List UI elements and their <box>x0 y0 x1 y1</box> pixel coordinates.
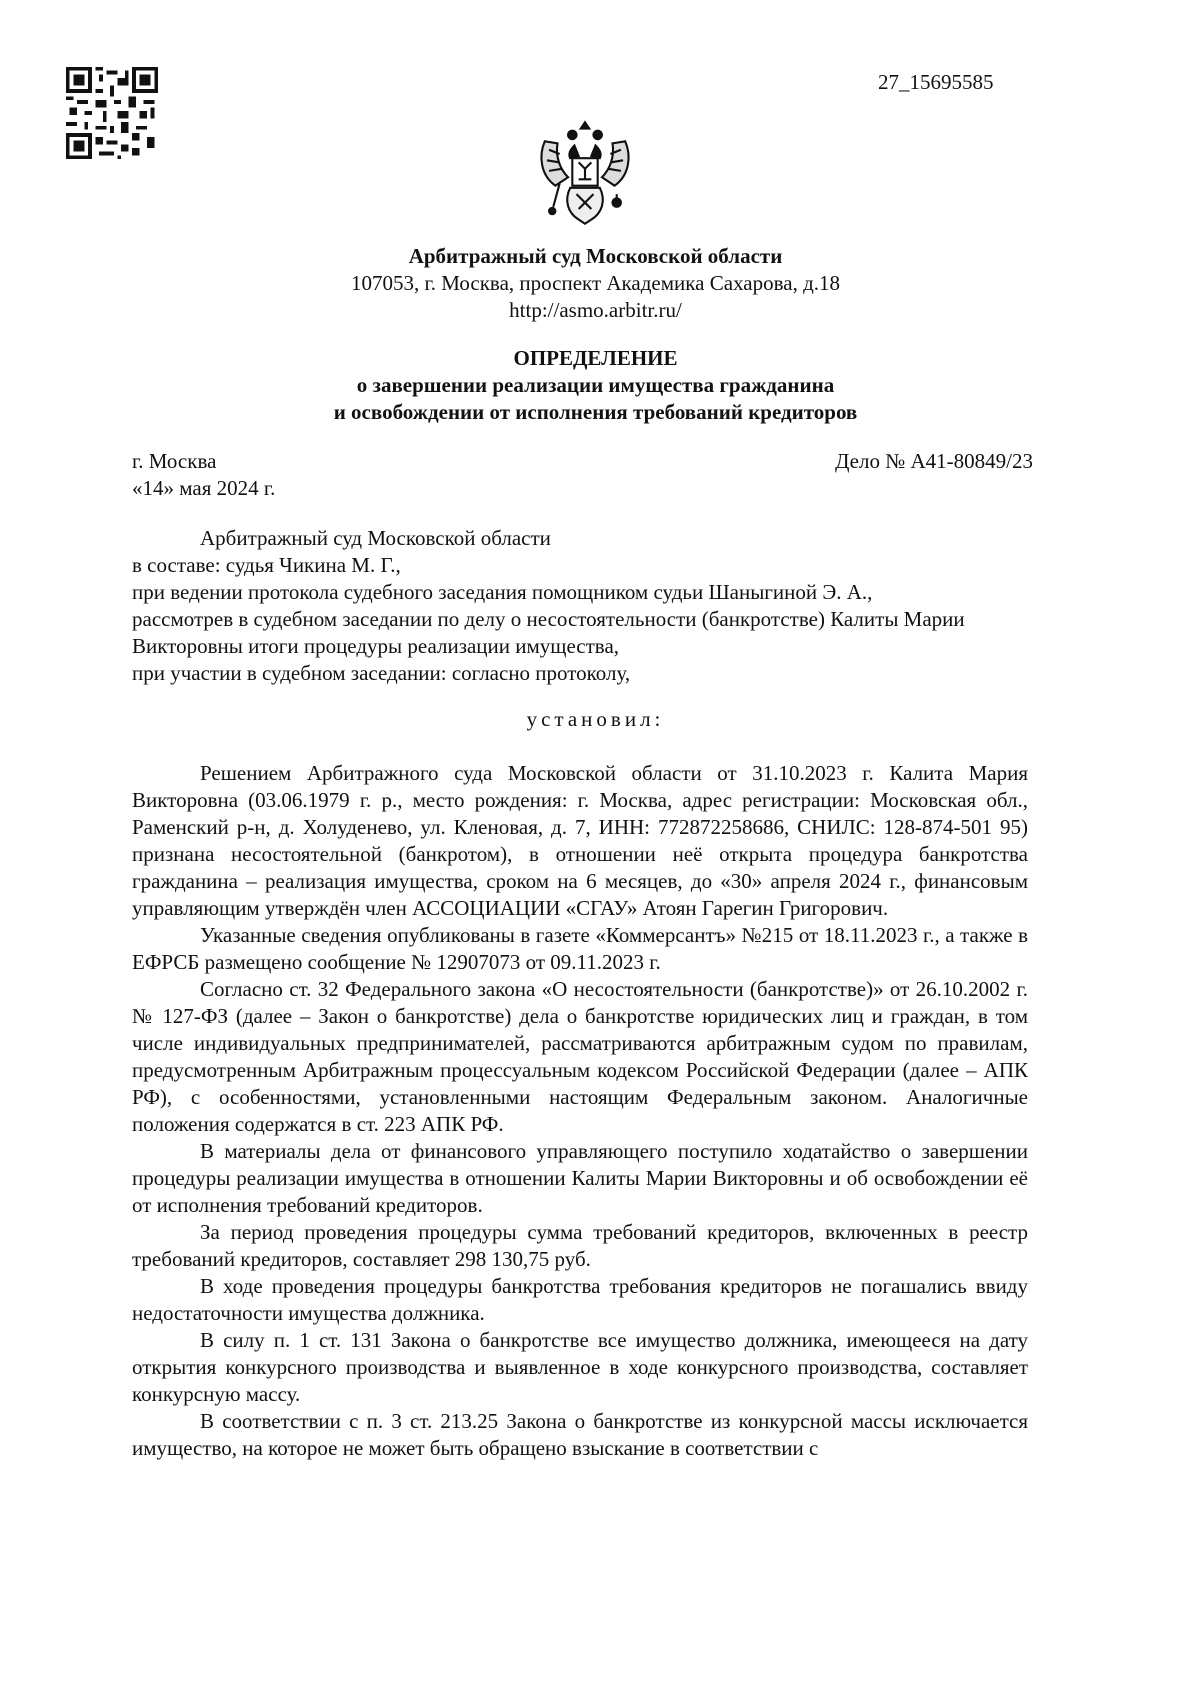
document-id: 27_15695585 <box>878 70 994 94</box>
intro-line: в составе: судья Чикина М. Г., <box>132 553 401 577</box>
court-name: Арбитражный суд Московской области <box>408 244 783 268</box>
document-meta-left <box>132 448 275 502</box>
paragraph: В материалы дела от финансового управляющего поступило ходатайство о завершении процедуры реализации имущества в отношении Калиты Марии Викторовны и об освобождении её от исполнения требований кредиторов. <box>132 1139 1028 1217</box>
city: г. Москва <box>132 449 217 473</box>
russian-coat-of-arms-icon <box>532 118 638 228</box>
decision-date: «14» мая 2024 г. <box>132 476 276 500</box>
paragraph: В ходе проведения процедуры банкротства требования кредиторов не погашались ввиду недостаточности имущества должника. <box>132 1274 1028 1325</box>
paragraph: В силу п. 1 ст. 131 Закона о банкротстве все имущество должника, имеющееся на дату открытия конкурсного производства и выявленное в ходе конкурсного производства, составляет конкурсную массу. <box>132 1328 1028 1406</box>
qr-code-icon <box>66 67 158 159</box>
title-line-2: и освобождении от исполнения требований кредиторов <box>333 400 858 424</box>
document-title <box>0 345 1191 426</box>
title-heading: ОПРЕДЕЛЕНИЕ <box>513 346 678 370</box>
court-website: http://asmo.arbitr.ru/ <box>509 298 682 322</box>
paragraph: Указанные сведения опубликованы в газете «Коммерсантъ» №215 от 18.11.2023 г., а также в ЕФРСБ размещено сообщение № 12907073 от 09.11.2023 г. <box>132 923 1028 974</box>
paragraph: В соответствии с п. 3 ст. 213.25 Закона о банкротстве из конкурсной массы исключается имущество, на которое не может быть обращено взыскание в соответствии с <box>132 1409 1028 1460</box>
intro-line: Арбитражный суд Московской области <box>200 526 551 550</box>
court-address: 107053, г. Москва, проспект Академика Сахарова, д.18 <box>350 271 841 295</box>
court-header <box>0 243 1191 324</box>
verdict-label: установил: <box>526 707 665 731</box>
intro-line: при участии в судебном заседании: согласно протоколу, <box>132 661 631 685</box>
paragraph: За период проведения процедуры сумма требований кредиторов, включенных в реестр требований кредиторов, составляет 298 130,75 руб. <box>132 1220 1028 1271</box>
paragraph: Согласно ст. 32 Федерального закона «О несостоятельности (банкротстве)» от 26.10.2002 г. № 127-ФЗ (далее – Закон о банкротстве) дела о банкротстве юридических лиц и граждан, в том числе индивидуальных предпринимателей, рассматриваются арбитражным судом по правилам, предусмотренным Арбитражным процессуальным кодексом Российской Федерации (далее – АПК РФ), с особенностями, установленными настоящим Федеральным законом. Аналогичные положения содержатся в ст. 223 АПК РФ. <box>132 977 1028 1136</box>
title-line-1: о завершении реализации имущества гражданина <box>356 373 835 397</box>
court-composition <box>132 525 1032 687</box>
intro-line: рассмотрев в судебном заседании по делу о несостоятельности (банкротстве) Калиты Марии Викторовны итоги процедуры реализации имущества, <box>132 607 965 658</box>
case-number: Дело № А41-80849/23 <box>835 449 1033 473</box>
paragraph: Решением Арбитражного суда Московской области от 31.10.2023 г. Калита Мария Викторовна (03.06.1979 г. р., место рождения: г. Москва, адрес регистрации: Московская обл., Раменский р-н, д. Холуденево, ул. Кленовая, д. 7, ИНН: 772872258686, СНИЛС: 128-874-501 95) признана несостоятельной (банкротом), в отношении неё открыта процедура банкротства гражданина – реализация имущества, сроком на 6 месяцев, до «30» апреля 2024 г., финансовым управляющим утверждён член АССОЦИАЦИИ «СГАУ» Атоян Гарегин Григорович. <box>132 761 1028 920</box>
document-body <box>132 760 1028 1462</box>
intro-line: при ведении протокола судебного заседания помощником судьи Шаныгиной Э. А., <box>132 580 873 604</box>
